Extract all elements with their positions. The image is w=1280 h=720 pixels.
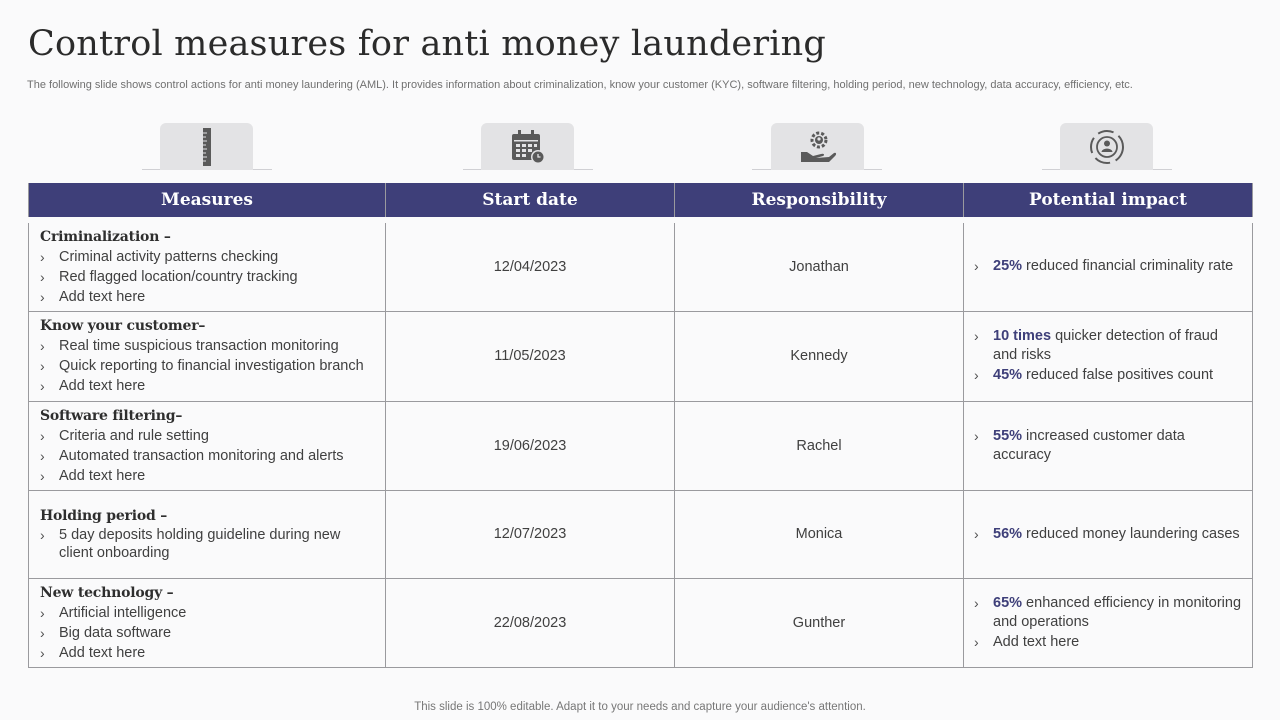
start-date-cell: 22/08/2023 (386, 578, 675, 667)
measure-cell (29, 220, 386, 312)
circular-user-icon (1088, 128, 1126, 166)
measure-bullet: › Criteria and rule setting (40, 427, 209, 444)
start-date-icon-tab (481, 123, 574, 170)
impact-cell (964, 311, 1253, 401)
measure-title: Know your customer– (40, 318, 206, 334)
impact-bullet: › 10 times quicker detection of fraud and risks (974, 328, 1218, 363)
measure-cell (29, 490, 386, 578)
measure-bullet: › Criminal activity patterns checking (40, 248, 279, 265)
measure-bullet: › 5 day deposits holding guideline during new client onboarding (40, 527, 341, 561)
impact-text: Add text here (993, 633, 1080, 650)
impact-bullet: › 25% reduced financial criminality rate (974, 258, 1234, 274)
measure-cell (29, 578, 386, 667)
impact-bullet: › 45% reduced false positives count (974, 367, 1214, 383)
bullet-text: Add text here (59, 378, 146, 394)
bullet-text: Red flagged location/country tracking (59, 268, 298, 285)
slide-title: Control measures for anti money laundering (28, 24, 827, 64)
bullet-text: 5 day deposits holding guideline during new client onboarding (59, 527, 341, 561)
impact-text: increased customer data accuracy (993, 427, 1185, 463)
impact-bullet: › 56% reduced money laundering cases (974, 525, 1240, 542)
measure-bullet: › Big data software (40, 624, 172, 641)
responsibility-cell: Jonathan (675, 220, 964, 312)
impact-highlight: 55% (993, 427, 1023, 444)
measure-title: Criminalization – (40, 228, 171, 245)
bullet-text: Artificial intelligence (59, 604, 187, 621)
measure-bullet: › Add text here (40, 467, 146, 484)
header-start-date: Start date (386, 180, 675, 220)
measure-bullet: › Real time suspicious transaction monitoring (40, 338, 339, 354)
table-row (29, 578, 1253, 667)
table-row (29, 311, 1253, 401)
measure-bullet: › Red flagged location/country tracking (40, 268, 298, 285)
responsibility-cell: Rachel (675, 401, 964, 490)
table-row (29, 490, 1253, 578)
table-header-row (29, 180, 1253, 220)
responsibility-cell: Kennedy (675, 311, 964, 401)
bullet-text: Real time suspicious transaction monitoring (59, 338, 339, 354)
impact-bullet: › 65% enhanced efficiency in monitoring and operations (974, 594, 1242, 630)
bullet-text: Add text here (59, 644, 146, 661)
impact-cell (964, 401, 1253, 490)
impact-highlight: 10 times (993, 328, 1052, 344)
responsibility-cell: Gunther (675, 578, 964, 667)
bullet-text: Quick reporting to financial investigation branch (59, 358, 364, 374)
measures-table (28, 176, 1253, 668)
impact-cell (964, 220, 1253, 312)
measure-title: New technology – (40, 584, 174, 601)
impact-text: reduced false positives count (1022, 367, 1214, 383)
impact-text: reduced financial criminality rate (1022, 258, 1234, 274)
measure-title: Software filtering– (40, 407, 183, 424)
calendar-icon (510, 129, 546, 165)
impact-text: enhanced efficiency in monitoring and operations (993, 594, 1242, 630)
header-responsibility: Responsibility (675, 180, 964, 220)
impact-bullet: › Add text here (974, 633, 1080, 650)
start-date-cell: 11/05/2023 (386, 311, 675, 401)
bullet-text: Criteria and rule setting (59, 427, 209, 444)
impact-highlight: 25% (993, 258, 1023, 274)
measure-title: Holding period – (40, 508, 168, 524)
impact-cell (964, 490, 1253, 578)
impact-highlight: 56% (993, 525, 1023, 542)
measures-icon-tab (160, 123, 253, 170)
slide-subtitle: The following slide shows control actions for anti money laundering (AML). It provides information about criminalization, know your customer (KYC), software filtering, holding period, new technology, data accuracy, efficiency, etc. (27, 79, 1133, 91)
measure-cell (29, 401, 386, 490)
bullet-text: Add text here (59, 467, 146, 484)
header-measures: Measures (29, 180, 386, 220)
measure-bullet: › Add text here (40, 288, 146, 305)
potential-impact-icon-tab (1060, 123, 1153, 170)
table-row (29, 220, 1253, 312)
measure-bullet: › Add text here (40, 378, 146, 394)
table-row (29, 401, 1253, 490)
impact-text: reduced money laundering cases (1022, 525, 1240, 542)
bullet-text: Add text here (59, 288, 146, 305)
bullet-text: Criminal activity patterns checking (59, 248, 279, 265)
ruler-icon (200, 127, 214, 167)
slide-footer: This slide is 100% editable. Adapt it to your needs and capture your audience's attention. (414, 701, 866, 713)
bullet-text: Automated transaction monitoring and alerts (59, 447, 344, 464)
impact-text: quicker detection of fraud and risks (993, 328, 1218, 363)
responsibility-icon-tab (771, 123, 864, 170)
impact-highlight: 65% (993, 594, 1023, 611)
measure-bullet: › Artificial intelligence (40, 604, 187, 621)
impact-bullet: › 55% increased customer data accuracy (974, 427, 1185, 463)
bullet-text: Big data software (59, 624, 172, 641)
measure-cell (29, 311, 386, 401)
measure-bullet: › Add text here (40, 644, 146, 661)
start-date-cell: 12/04/2023 (386, 220, 675, 312)
header-potential-impact: Potential impact (964, 180, 1253, 220)
measure-bullet: › Quick reporting to financial investigation branch (40, 358, 364, 374)
responsibility-cell: Monica (675, 490, 964, 578)
hand-gear-icon (799, 130, 837, 164)
impact-cell (964, 578, 1253, 667)
measure-bullet: › Automated transaction monitoring and alerts (40, 447, 344, 464)
start-date-cell: 12/07/2023 (386, 490, 675, 578)
impact-highlight: 45% (993, 367, 1023, 383)
start-date-cell: 19/06/2023 (386, 401, 675, 490)
